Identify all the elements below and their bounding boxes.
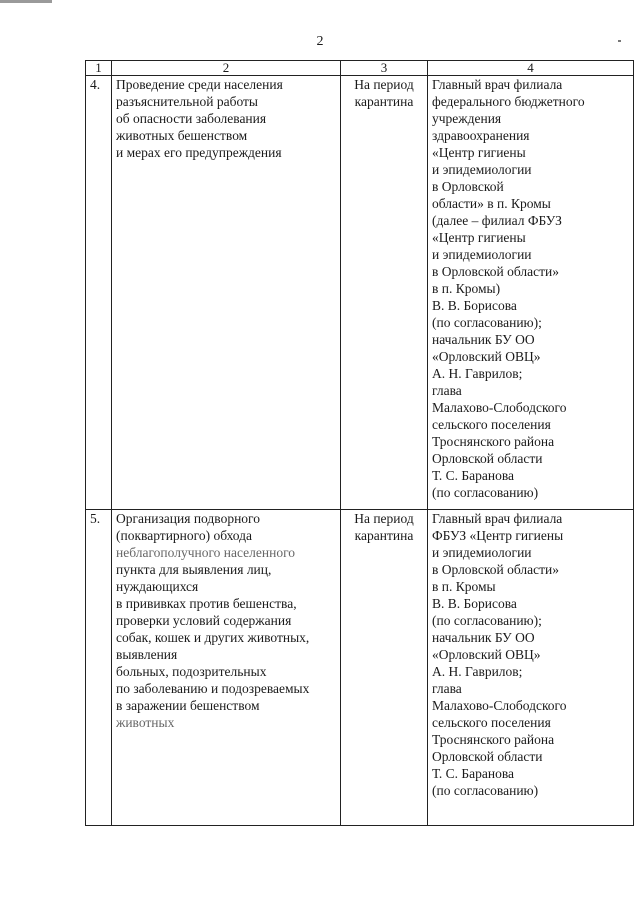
responsible-line: «Орловский ОВЦ»	[432, 647, 541, 662]
responsible-line: федерального бюджетного	[432, 94, 585, 109]
responsible-line: глава	[432, 681, 462, 696]
row-number: 5.	[86, 510, 112, 826]
description-line: больных, подозрительных	[116, 664, 267, 679]
responsible-line: Главный врач филиала	[432, 511, 563, 526]
column-number-2: 2	[112, 61, 341, 76]
responsible-line: глава	[432, 383, 462, 398]
responsible-line: А. Н. Гаврилов;	[432, 664, 523, 679]
responsible-line: сельского поселения	[432, 417, 551, 432]
responsible-line: учреждения	[432, 111, 502, 126]
responsible-line: и эпидемиологии	[432, 545, 532, 560]
responsible-line: (по согласованию);	[432, 315, 542, 330]
period-line: На период	[354, 511, 414, 526]
description-line: Организация подворного	[116, 511, 260, 526]
description-line: и мерах его предупреждения	[116, 145, 282, 160]
responsible-line: (по согласованию)	[432, 485, 539, 500]
description-line: Проведение среди населения	[116, 77, 283, 92]
description-line: животных бешенством	[116, 128, 248, 143]
responsible-line: Т. С. Баранова	[432, 766, 515, 781]
measure-description	[112, 76, 341, 510]
measure-period	[341, 76, 428, 510]
responsible-line: Главный врач филиала	[432, 77, 563, 92]
responsible-line: в п. Кромы	[432, 579, 496, 594]
responsible-line: Малахово-Слободского	[432, 698, 567, 713]
responsible-line: Малахово-Слободского	[432, 400, 567, 415]
description-line: по заболеванию и подозреваемых	[116, 681, 310, 696]
page-number: 2	[316, 34, 324, 49]
responsible-line: А. Н. Гаврилов;	[432, 366, 523, 381]
responsible-line: «Орловский ОВЦ»	[432, 349, 541, 364]
description-line: пункта для выявления лиц,	[116, 562, 272, 577]
responsible-line: Троснянского района	[432, 434, 555, 449]
responsible-line: сельского поселения	[432, 715, 551, 730]
column-number-row	[86, 61, 634, 76]
responsible-line: Троснянского района	[432, 732, 555, 747]
responsible-line: Орловской области	[432, 451, 543, 466]
responsible-persons	[428, 510, 634, 826]
description-line: (поквартирного) обхода	[116, 528, 253, 543]
description-line: в прививках против бешенства,	[116, 596, 297, 611]
responsible-line: начальник БУ ОО	[432, 332, 535, 347]
description-line: проверки условий содержания	[116, 613, 292, 628]
responsible-line: области» в п. Кромы	[432, 196, 551, 211]
responsible-line: начальник БУ ОО	[432, 630, 535, 645]
responsible-line: «Центр гигиены	[432, 145, 526, 160]
responsible-line: в п. Кромы)	[432, 281, 501, 296]
responsible-line: (далее – филиал ФБУЗ	[432, 213, 562, 228]
description-line: собак, кошек и других животных,	[116, 630, 310, 645]
column-number-1: 1	[86, 61, 112, 76]
table-row	[86, 510, 634, 826]
measures-table	[85, 60, 634, 826]
scan-edge-mark	[0, 0, 52, 3]
responsible-line: В. В. Борисова	[432, 298, 517, 313]
responsible-line: и эпидемиологии	[432, 162, 532, 177]
column-number-4: 4	[428, 61, 634, 76]
responsible-line: в Орловской области»	[432, 264, 559, 279]
description-line: разъяснительной работы	[116, 94, 258, 109]
description-line: нуждающихся	[116, 579, 199, 594]
row-number: 4.	[86, 76, 112, 510]
measure-description	[112, 510, 341, 826]
responsible-line: в Орловской области»	[432, 562, 559, 577]
responsible-line: В. В. Борисова	[432, 596, 517, 611]
responsible-line: «Центр гигиены	[432, 230, 526, 245]
responsible-line: и эпидемиологии	[432, 247, 532, 262]
measure-period	[341, 510, 428, 826]
responsible-line: Т. С. Баранова	[432, 468, 515, 483]
table-row	[86, 76, 634, 510]
responsible-line: здравоохранения	[432, 128, 530, 143]
responsible-line: (по согласованию)	[432, 783, 539, 798]
period-line: карантина	[354, 94, 414, 109]
description-line: об опасности заболевания	[116, 111, 267, 126]
responsible-line: в Орловской	[432, 179, 504, 194]
description-line: выявления	[116, 647, 178, 662]
description-line: в заражении бешенством	[116, 698, 260, 713]
responsible-persons	[428, 76, 634, 510]
description-line: неблагополучного населенного	[116, 545, 296, 560]
description-line: животных	[116, 715, 175, 730]
responsible-line: Орловской области	[432, 749, 543, 764]
period-line: На период	[354, 77, 414, 92]
responsible-line: (по согласованию);	[432, 613, 542, 628]
period-line: карантина	[354, 528, 414, 543]
responsible-line: ФБУЗ «Центр гигиены	[432, 528, 564, 543]
column-number-3: 3	[341, 61, 428, 76]
